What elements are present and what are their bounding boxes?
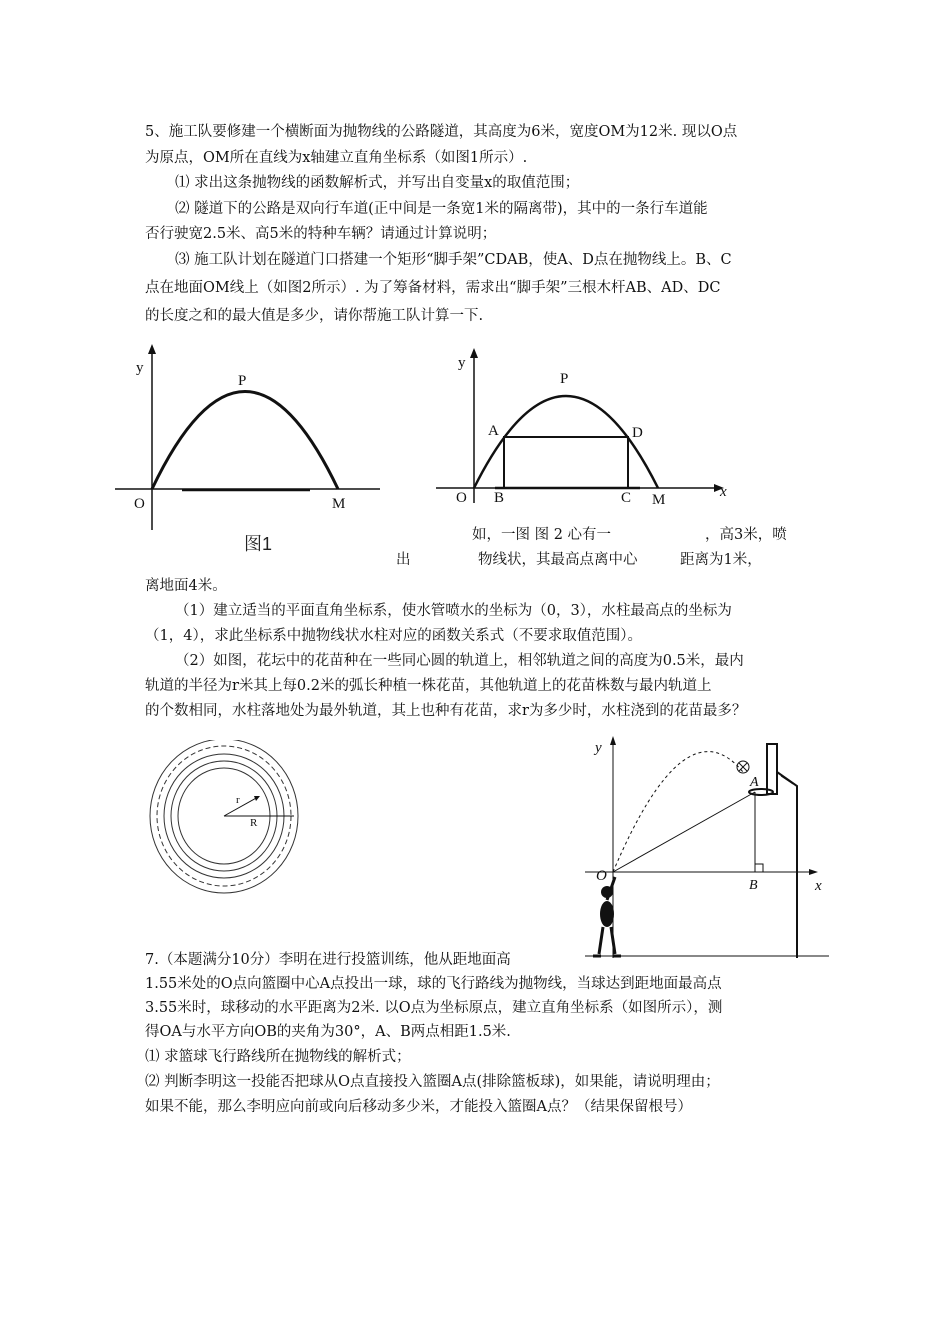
fig4-label-o: O <box>596 868 607 884</box>
fig3-label-R: R <box>250 817 258 829</box>
figure-2 <box>430 340 740 510</box>
p7-line1: 7.（本题满分10分）李明在进行投篮训练，他从距地面高 <box>145 952 511 968</box>
fig4-pole <box>777 772 797 958</box>
fig4-label-x: x <box>815 878 822 894</box>
p6-fragment-1: 如，一图 图 2 心有一 <box>472 527 612 543</box>
p6-line3: 离地面4米。 <box>145 578 227 594</box>
fig4-player <box>593 877 621 956</box>
fig4-line-OA <box>613 792 755 872</box>
fig1-label-m: M <box>332 496 346 512</box>
figure-concentric-circles <box>140 740 310 910</box>
fig2-label-p: P <box>560 371 569 387</box>
p5-line1: 5、施工队要修建一个横断面为抛物线的公路隧道，其高度为6米，宽度OM为12米. 现以O点 <box>145 124 738 140</box>
fig1-label-y: y <box>136 360 144 376</box>
p7-q2b: 如果不能，那么李明应向前或向后移动多少米，才能投入篮圈A点？（结果保留根号） <box>145 1099 692 1115</box>
p6-q2c: 的个数相同，水柱落地处为最外轨道，其上也种有花苗，求r为多少时，水柱浇到的花苗最多？ <box>145 703 747 719</box>
fig4-ball-path <box>613 752 743 872</box>
fig1-caption: 图1 <box>244 534 273 554</box>
fig1-parabola <box>152 392 338 490</box>
p6-q1b: （1，4），求此坐标系中抛物线状水柱对应的函数关系式（不要求取值范围）。 <box>145 628 642 644</box>
fig2-parabola <box>474 396 658 488</box>
p5-q2b: 否行驶宽2.5米、高5米的特种车辆？请通过计算说明； <box>145 226 497 242</box>
p6-fragment-4: 物线状，其最高点离中心 <box>478 552 638 568</box>
fig4-label-a: A <box>750 775 759 790</box>
fig4-label-b: B <box>749 878 758 893</box>
fig2-label-b: B <box>494 490 505 506</box>
p6-fragment-2: ，高3米，喷 <box>705 527 787 543</box>
fig1-y-arrow <box>148 344 156 354</box>
fig1-label-o: O <box>134 496 145 512</box>
p6-q2b: 轨道的半径为r米其上每0.2米的弧长种植一株花苗，其他轨道上的花苗株数与最内轨道上 <box>145 678 712 694</box>
fig4-x-arrow <box>809 869 818 875</box>
fig4-label-y: y <box>595 740 602 756</box>
p6-fragment-5: 距离为1米， <box>680 552 762 568</box>
p6-q2a: （2）如图，花坛中的花苗种在一些同心圆的轨道上，相邻轨道之间的高度为0.5米，最内 <box>175 653 744 669</box>
p5-q3a: ⑶ 施工队计划在隧道门口搭建一个矩形“脚手架”CDAB，使A、D点在抛物线上。B、C <box>175 252 732 268</box>
fig4-pole-brace <box>781 776 793 784</box>
fig2-label-o: O <box>456 490 467 506</box>
p7-q2a: ⑵ 判断李明这一投能否把球从O点直接投入篮圈A点(排除篮板球)，如果能，请说明理由； <box>145 1074 720 1090</box>
p7-line3: 3.55米时，球移动的水平距离为2米. 以O点为坐标原点，建立直角坐标系（如图所示），测 <box>145 1000 723 1016</box>
fig2-label-m: M <box>652 492 666 508</box>
fig2-label-d: D <box>632 425 643 441</box>
p5-q3b: 点在地面OM线上（如图2所示）. 为了筹备材料，需求出“脚手架”三根木杆AB、AD、DC <box>145 280 721 296</box>
fig4-y-arrow <box>610 736 616 745</box>
fig2-label-y: y <box>458 355 466 371</box>
figure-basketball <box>585 732 835 964</box>
fig1-label-p: P <box>238 373 247 389</box>
fig2-y-arrow <box>470 348 478 358</box>
p5-q1: ⑴ 求出这条抛物线的函数解析式，并写出自变量x的取值范围； <box>175 175 580 191</box>
p6-fragment-3: 出 <box>396 552 411 568</box>
fig2-label-a: A <box>488 423 499 439</box>
figure-1 <box>110 340 390 560</box>
p6-q1a: （1）建立适当的平面直角坐标系，使水管喷水的坐标为（0，3），水柱最高点的坐标为 <box>175 603 732 619</box>
p5-q2a: ⑵ 隧道下的公路是双向行车道(正中间是一条宽1米的隔离带)，其中的一条行车道能 <box>175 201 708 217</box>
fig3-label-r: r <box>236 794 240 806</box>
radius-r-line <box>224 797 258 816</box>
p5-q3c: 的长度之和的最大值是多少，请你帮施工队计算一下. <box>145 308 484 324</box>
p7-q1: ⑴ 求篮球飞行路线所在抛物线的解析式； <box>145 1049 411 1065</box>
fig2-label-x: x <box>720 484 727 500</box>
fig2-label-c: C <box>621 490 632 506</box>
p5-line2: 为原点，OM所在直线为x轴建立直角坐标系（如图1所示）. <box>145 150 528 166</box>
fig4-right-angle <box>755 864 763 872</box>
fig4-backboard <box>767 744 777 794</box>
p7-line4: 得OA与水平方向OB的夹角为30°，A、B两点相距1.5米. <box>145 1024 511 1040</box>
fig2-rectangle <box>504 437 628 488</box>
p7-line2: 1.55米处的O点向篮圈中心A点投出一球，球的飞行路线为抛物线，当球达到距地面最高点 <box>145 976 722 992</box>
